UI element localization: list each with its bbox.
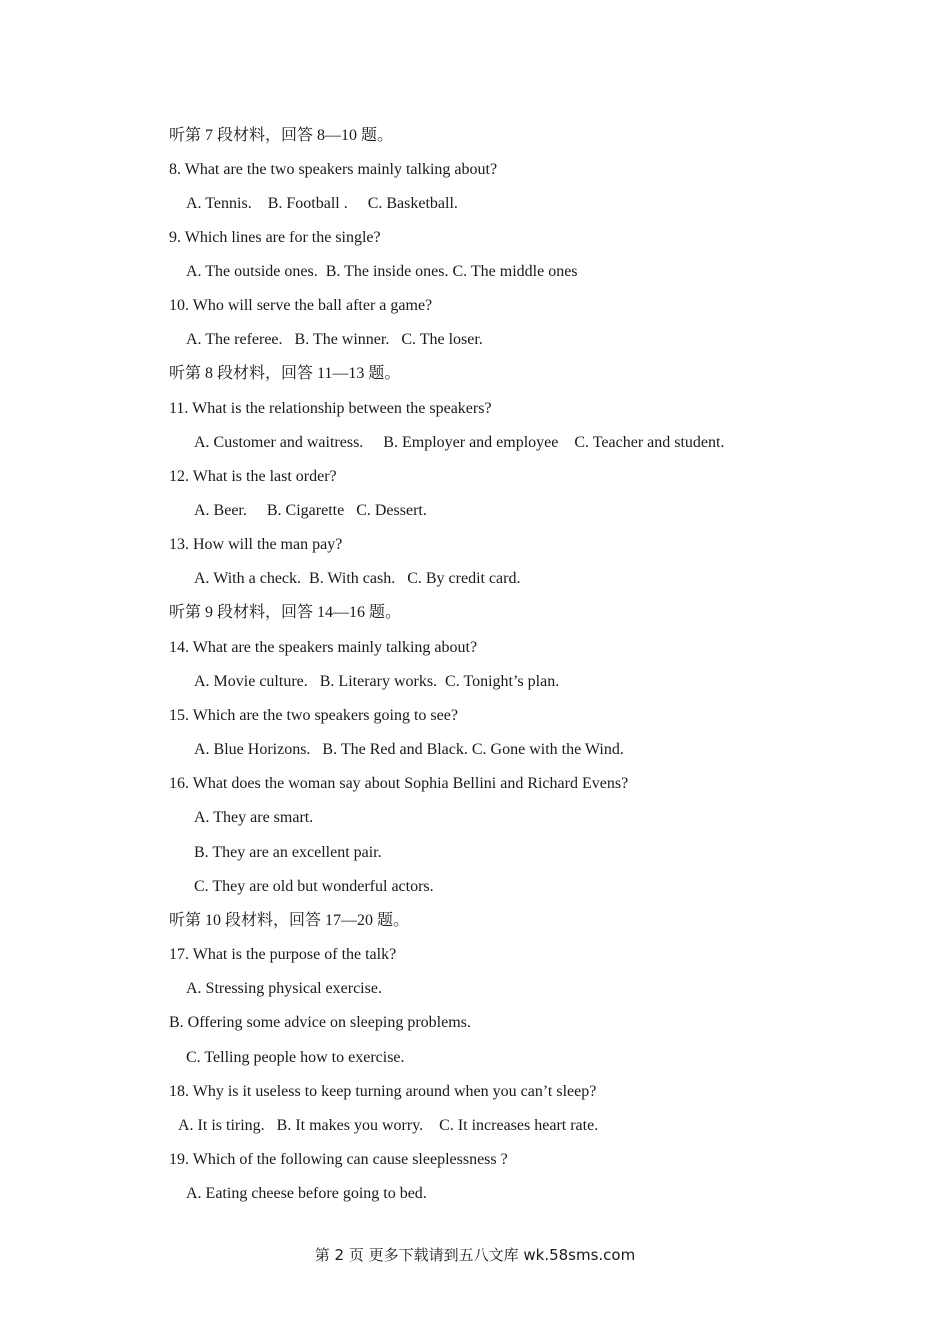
question: 16. What does the woman say about Sophia Bellini and Richard Evens?	[169, 775, 629, 792]
answer-options: A. Tennis. B. Football . C. Basketball.	[186, 195, 458, 212]
question: 19. Which of the following can cause sleeplessness ?	[169, 1151, 508, 1168]
question: 18. Why is it useless to keep turning around when you can’t sleep?	[169, 1083, 597, 1100]
question: 17. What is the purpose of the talk?	[169, 946, 397, 963]
section-heading: 听第 7 段材料，回答 8—10 题。	[169, 127, 394, 144]
section-heading: 听第 10 段材料，回答 17—20 题。	[169, 912, 410, 929]
question: 14. What are the speakers mainly talking about?	[169, 639, 478, 656]
answer-options: A. It is tiring. B. It makes you worry. C. It increases heart rate.	[178, 1117, 599, 1134]
section-heading: 听第 8 段材料，回答 11—13 题。	[169, 365, 401, 382]
answer-option: B. They are an excellent pair.	[194, 844, 382, 861]
answer-option: C. Telling people how to exercise.	[186, 1049, 405, 1066]
question: 12. What is the last order?	[169, 468, 337, 485]
answer-option: A. Stressing physical exercise.	[186, 980, 382, 997]
page-footer: 第 2 页 更多下载请到五八文库 wk.58sms.com	[314, 1246, 636, 1264]
answer-options: A. The outside ones. B. The inside ones. C. The middle ones	[186, 263, 578, 280]
question: 15. Which are the two speakers going to see?	[169, 707, 458, 724]
section-heading: 听第 9 段材料，回答 14—16 题。	[169, 604, 402, 621]
question: 8. What are the two speakers mainly talking about?	[169, 161, 498, 178]
question: 9. Which lines are for the single?	[169, 229, 381, 246]
answer-options: A. Movie culture. B. Literary works. C. Tonight’s plan.	[194, 673, 560, 690]
answer-options: A. The referee. B. The winner. C. The loser.	[186, 331, 483, 348]
answer-option: C. They are old but wonderful actors.	[194, 878, 434, 895]
answer-options: A. Beer. B. Cigarette C. Dessert.	[194, 502, 427, 519]
answer-options: A. Customer and waitress. B. Employer and employee C. Teacher and student.	[194, 434, 725, 451]
question: 10. Who will serve the ball after a game?	[169, 297, 433, 314]
answer-option: A. They are smart.	[194, 809, 314, 826]
answer-option: A. Eating cheese before going to bed.	[186, 1185, 427, 1202]
question: 13. How will the man pay?	[169, 536, 343, 553]
answer-options: A. With a check. B. With cash. C. By credit card.	[194, 570, 521, 587]
answer-options: A. Blue Horizons. B. The Red and Black. C. Gone with the Wind.	[194, 741, 624, 758]
question: 11. What is the relationship between the speakers?	[169, 400, 492, 417]
answer-option: B. Offering some advice on sleeping problems.	[169, 1014, 471, 1031]
